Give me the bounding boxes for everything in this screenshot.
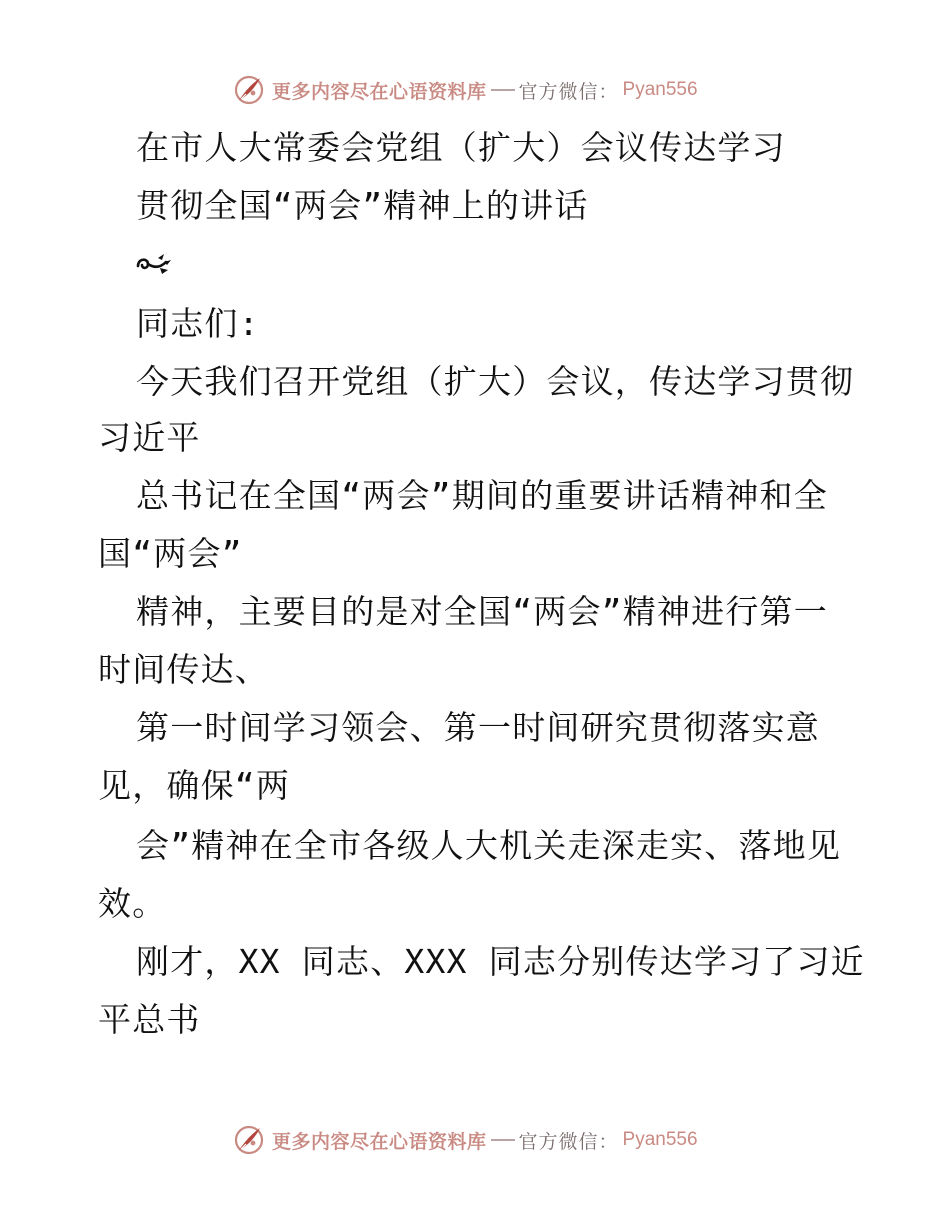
banner-wechat-label: 官方微信： xyxy=(518,1130,619,1153)
document-title-line-1: 在市人大常委会党组（扩大）会议传达学习 xyxy=(136,128,786,167)
footer-watermark-banner xyxy=(232,1120,698,1160)
flourish-ornament-icon xyxy=(134,250,174,278)
body-line-12: 刚才，XX 同志、XXX 同志分别传达学习了习近 xyxy=(136,942,865,981)
body-line-6: 精神，主要目的是对全国“两会”精神进行第一 xyxy=(136,592,828,631)
body-line-10: 会”精神在全市各级人大机关走深走实、落地见 xyxy=(136,826,842,865)
body-line-3: 习近平 xyxy=(98,418,201,457)
body-line-4: 总书记在全国“两会”期间的重要讲话精神和全 xyxy=(136,476,828,515)
body-line-9: 见，确保“两 xyxy=(98,766,291,805)
body-line-11: 效。 xyxy=(98,884,167,923)
quill-pen-logo-icon xyxy=(232,73,266,107)
banner-main-text: 更多内容尽在心语资料库 xyxy=(272,1130,487,1153)
body-line-7: 时间传达、 xyxy=(98,650,269,689)
quill-pen-logo-icon xyxy=(232,1123,266,1157)
banner-dash xyxy=(491,89,515,91)
banner-wechat-id: Pyan556 xyxy=(622,1129,698,1150)
banner-dash xyxy=(491,1139,515,1141)
banner-wechat-label: 官方微信： xyxy=(518,80,619,103)
body-line-8: 第一时间学习领会、第一时间研究贯彻落实意 xyxy=(136,708,820,747)
body-line-13: 平总书 xyxy=(98,1000,201,1039)
body-line-5: 国“两会” xyxy=(98,534,243,573)
header-watermark-banner xyxy=(232,70,698,110)
body-line-1: 同志们: xyxy=(136,304,260,343)
body-line-2: 今天我们召开党组（扩大）会议，传达学习贯彻 xyxy=(136,362,855,401)
banner-wechat-id: Pyan556 xyxy=(622,79,698,100)
document-title-line-2: 贯彻全国“两会”精神上的讲话 xyxy=(136,186,589,225)
banner-main-text: 更多内容尽在心语资料库 xyxy=(272,80,487,103)
